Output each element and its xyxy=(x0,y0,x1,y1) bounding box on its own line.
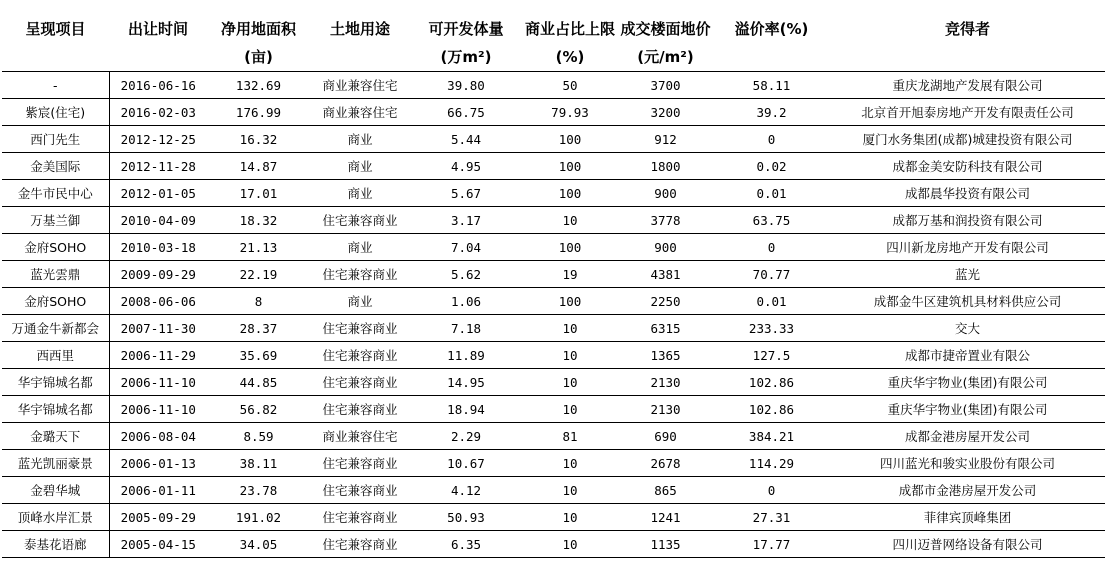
cell-date: 2006-08-04 xyxy=(109,423,207,450)
cell-winner: 成都晨华投资有限公司 xyxy=(830,180,1105,207)
cell-commerce: 100 xyxy=(522,288,618,315)
cell-winner: 成都万基和润投资有限公司 xyxy=(830,207,1105,234)
cell-price: 3778 xyxy=(618,207,713,234)
header-premium-unit xyxy=(713,42,830,72)
cell-winner: 成都金美安防科技有限公司 xyxy=(830,153,1105,180)
cell-project: 金璐天下 xyxy=(2,423,109,450)
cell-use: 商业 xyxy=(310,288,410,315)
cell-area: 56.82 xyxy=(207,396,310,423)
cell-area: 22.19 xyxy=(207,261,310,288)
header-commerce-unit: (%) xyxy=(522,42,618,72)
cell-price: 3700 xyxy=(618,72,713,99)
cell-date: 2016-06-16 xyxy=(109,72,207,99)
cell-volume: 1.06 xyxy=(410,288,522,315)
cell-commerce: 10 xyxy=(522,531,618,558)
cell-area: 8 xyxy=(207,288,310,315)
cell-volume: 5.44 xyxy=(410,126,522,153)
cell-project: 泰基花语廊 xyxy=(2,531,109,558)
cell-commerce: 10 xyxy=(522,315,618,342)
cell-area: 17.01 xyxy=(207,180,310,207)
cell-premium: 0 xyxy=(713,477,830,504)
cell-premium: 0.01 xyxy=(713,180,830,207)
cell-volume: 39.80 xyxy=(410,72,522,99)
cell-price: 1365 xyxy=(618,342,713,369)
cell-use: 住宅兼容商业 xyxy=(310,531,410,558)
cell-winner: 四川新龙房地产开发有限公司 xyxy=(830,234,1105,261)
cell-premium: 39.2 xyxy=(713,99,830,126)
cell-winner: 重庆华宇物业(集团)有限公司 xyxy=(830,369,1105,396)
cell-project: 金府SOHO xyxy=(2,288,109,315)
table-row xyxy=(2,288,1105,315)
cell-project: 万基兰御 xyxy=(2,207,109,234)
cell-winner: 菲律宾顶峰集团 xyxy=(830,504,1105,531)
cell-date: 2007-11-30 xyxy=(109,315,207,342)
cell-use: 住宅兼容商业 xyxy=(310,342,410,369)
cell-premium: 0 xyxy=(713,234,830,261)
cell-commerce: 81 xyxy=(522,423,618,450)
cell-use: 商业兼容住宅 xyxy=(310,99,410,126)
cell-premium: 233.33 xyxy=(713,315,830,342)
table-row xyxy=(2,504,1105,531)
cell-winner: 交大 xyxy=(830,315,1105,342)
cell-area: 28.37 xyxy=(207,315,310,342)
cell-date: 2006-01-13 xyxy=(109,450,207,477)
cell-volume: 5.67 xyxy=(410,180,522,207)
cell-price: 912 xyxy=(618,126,713,153)
cell-commerce: 10 xyxy=(522,207,618,234)
cell-price: 690 xyxy=(618,423,713,450)
cell-commerce: 100 xyxy=(522,153,618,180)
cell-winner: 四川蓝光和骏实业股份有限公司 xyxy=(830,450,1105,477)
table-row xyxy=(2,477,1105,504)
cell-use: 商业兼容住宅 xyxy=(310,423,410,450)
table-row xyxy=(2,423,1105,450)
cell-commerce: 100 xyxy=(522,126,618,153)
cell-premium: 27.31 xyxy=(713,504,830,531)
cell-volume: 4.12 xyxy=(410,477,522,504)
cell-date: 2010-03-18 xyxy=(109,234,207,261)
cell-area: 38.11 xyxy=(207,450,310,477)
table-row xyxy=(2,180,1105,207)
header-price-unit: (元/m²) xyxy=(618,42,713,72)
cell-area: 34.05 xyxy=(207,531,310,558)
cell-price: 2130 xyxy=(618,369,713,396)
table-row xyxy=(2,450,1105,477)
cell-use: 住宅兼容商业 xyxy=(310,369,410,396)
cell-volume: 6.35 xyxy=(410,531,522,558)
cell-date: 2005-09-29 xyxy=(109,504,207,531)
cell-date: 2006-11-29 xyxy=(109,342,207,369)
cell-date: 2009-09-29 xyxy=(109,261,207,288)
cell-commerce: 10 xyxy=(522,369,618,396)
cell-project: 华宇锦城名都 xyxy=(2,369,109,396)
cell-commerce: 10 xyxy=(522,396,618,423)
table-row xyxy=(2,153,1105,180)
header-area-unit: (亩) xyxy=(207,42,310,72)
table-header xyxy=(2,14,1105,72)
cell-price: 865 xyxy=(618,477,713,504)
table-row xyxy=(2,342,1105,369)
cell-date: 2005-04-15 xyxy=(109,531,207,558)
table-row xyxy=(2,99,1105,126)
cell-premium: 114.29 xyxy=(713,450,830,477)
table-row xyxy=(2,315,1105,342)
cell-volume: 50.93 xyxy=(410,504,522,531)
cell-commerce: 100 xyxy=(522,180,618,207)
cell-price: 2678 xyxy=(618,450,713,477)
table-row xyxy=(2,369,1105,396)
cell-project: 紫宸(住宅) xyxy=(2,99,109,126)
cell-premium: 63.75 xyxy=(713,207,830,234)
cell-area: 191.02 xyxy=(207,504,310,531)
cell-premium: 17.77 xyxy=(713,531,830,558)
header-volume: 可开发体量 xyxy=(428,19,504,38)
cell-project: 金牛市民中心 xyxy=(2,180,109,207)
cell-date: 2016-02-03 xyxy=(109,99,207,126)
cell-area: 176.99 xyxy=(207,99,310,126)
cell-area: 132.69 xyxy=(207,72,310,99)
cell-price: 900 xyxy=(618,234,713,261)
cell-winner: 成都市金港房屋开发公司 xyxy=(830,477,1105,504)
table-row xyxy=(2,396,1105,423)
cell-winner: 厦门水务集团(成都)城建投资有限公司 xyxy=(830,126,1105,153)
cell-project: 蓝光凯丽豪景 xyxy=(2,450,109,477)
cell-use: 商业兼容住宅 xyxy=(310,72,410,99)
cell-use: 商业 xyxy=(310,180,410,207)
land-transaction-table xyxy=(2,14,1105,558)
cell-volume: 4.95 xyxy=(410,153,522,180)
cell-use: 住宅兼容商业 xyxy=(310,477,410,504)
cell-winner: 重庆龙湖地产发展有限公司 xyxy=(830,72,1105,99)
cell-volume: 18.94 xyxy=(410,396,522,423)
cell-commerce: 10 xyxy=(522,477,618,504)
cell-volume: 66.75 xyxy=(410,99,522,126)
cell-premium: 58.11 xyxy=(713,72,830,99)
cell-price: 6315 xyxy=(618,315,713,342)
cell-winner: 成都金港房屋开发公司 xyxy=(830,423,1105,450)
cell-use: 商业 xyxy=(310,234,410,261)
cell-premium: 0.02 xyxy=(713,153,830,180)
header-winner: 竞得者 xyxy=(944,19,990,38)
cell-project: - xyxy=(2,72,109,99)
header-date-unit xyxy=(109,42,207,72)
cell-premium: 0 xyxy=(713,126,830,153)
cell-premium: 0.01 xyxy=(713,288,830,315)
header-date: 出让时间 xyxy=(127,19,188,38)
cell-volume: 10.67 xyxy=(410,450,522,477)
cell-commerce: 100 xyxy=(522,234,618,261)
table-row xyxy=(2,207,1105,234)
cell-date: 2006-01-11 xyxy=(109,477,207,504)
header-volume-unit: (万m²) xyxy=(410,42,522,72)
cell-use: 住宅兼容商业 xyxy=(310,450,410,477)
cell-commerce: 50 xyxy=(522,72,618,99)
cell-volume: 7.04 xyxy=(410,234,522,261)
cell-premium: 127.5 xyxy=(713,342,830,369)
cell-date: 2006-11-10 xyxy=(109,396,207,423)
cell-project: 金碧华城 xyxy=(2,477,109,504)
header-use-unit xyxy=(310,42,410,72)
header-area: 净用地面积 xyxy=(220,19,296,38)
cell-volume: 5.62 xyxy=(410,261,522,288)
cell-project: 金府SOHO xyxy=(2,234,109,261)
cell-premium: 70.77 xyxy=(713,261,830,288)
cell-price: 1135 xyxy=(618,531,713,558)
cell-premium: 384.21 xyxy=(713,423,830,450)
cell-area: 16.32 xyxy=(207,126,310,153)
cell-project: 万通金牛新都会 xyxy=(2,315,109,342)
cell-project: 西门先生 xyxy=(2,126,109,153)
header-winner-unit xyxy=(830,42,1105,72)
cell-area: 44.85 xyxy=(207,369,310,396)
cell-date: 2010-04-09 xyxy=(109,207,207,234)
header-project-unit xyxy=(2,42,109,72)
cell-winner: 北京首开旭泰房地产开发有限责任公司 xyxy=(830,99,1105,126)
cell-project: 蓝光雲鼎 xyxy=(2,261,109,288)
cell-area: 23.78 xyxy=(207,477,310,504)
table-row xyxy=(2,261,1105,288)
cell-date: 2012-11-28 xyxy=(109,153,207,180)
cell-price: 4381 xyxy=(618,261,713,288)
cell-price: 3200 xyxy=(618,99,713,126)
cell-date: 2008-06-06 xyxy=(109,288,207,315)
header-project: 呈现项目 xyxy=(25,19,86,38)
cell-winner: 四川迈普网络设备有限公司 xyxy=(830,531,1105,558)
header-premium: 溢价率(%) xyxy=(734,19,809,38)
cell-winner: 蓝光 xyxy=(830,261,1105,288)
table-body xyxy=(2,72,1105,558)
cell-price: 1800 xyxy=(618,153,713,180)
cell-commerce: 10 xyxy=(522,504,618,531)
cell-premium: 102.86 xyxy=(713,396,830,423)
cell-use: 商业 xyxy=(310,126,410,153)
table-row xyxy=(2,126,1105,153)
cell-project: 金美国际 xyxy=(2,153,109,180)
cell-volume: 14.95 xyxy=(410,369,522,396)
cell-winner: 成都市捷帝置业有限公 xyxy=(830,342,1105,369)
cell-winner: 成都金牛区建筑机具材料供应公司 xyxy=(830,288,1105,315)
cell-date: 2012-01-05 xyxy=(109,180,207,207)
cell-project: 西西里 xyxy=(2,342,109,369)
cell-commerce: 10 xyxy=(522,450,618,477)
cell-commerce: 10 xyxy=(522,342,618,369)
cell-use: 住宅兼容商业 xyxy=(310,261,410,288)
cell-winner: 重庆华宇物业(集团)有限公司 xyxy=(830,396,1105,423)
table-row xyxy=(2,72,1105,99)
cell-price: 2130 xyxy=(618,396,713,423)
cell-price: 900 xyxy=(618,180,713,207)
cell-use: 住宅兼容商业 xyxy=(310,207,410,234)
cell-date: 2012-12-25 xyxy=(109,126,207,153)
cell-area: 35.69 xyxy=(207,342,310,369)
header-commerce: 商业占比上限 xyxy=(524,19,615,38)
table-row xyxy=(2,531,1105,558)
cell-use: 住宅兼容商业 xyxy=(310,315,410,342)
cell-commerce: 79.93 xyxy=(522,99,618,126)
cell-volume: 11.89 xyxy=(410,342,522,369)
cell-volume: 7.18 xyxy=(410,315,522,342)
cell-price: 1241 xyxy=(618,504,713,531)
header-row-2 xyxy=(2,42,1105,72)
cell-volume: 2.29 xyxy=(410,423,522,450)
cell-use: 商业 xyxy=(310,153,410,180)
header-row-1 xyxy=(2,14,1105,42)
cell-area: 14.87 xyxy=(207,153,310,180)
cell-use: 住宅兼容商业 xyxy=(310,396,410,423)
cell-project: 华宇锦城名都 xyxy=(2,396,109,423)
cell-date: 2006-11-10 xyxy=(109,369,207,396)
cell-project: 顶峰水岸汇景 xyxy=(2,504,109,531)
header-price: 成交楼面地价 xyxy=(620,19,711,38)
cell-volume: 3.17 xyxy=(410,207,522,234)
table-row xyxy=(2,234,1105,261)
cell-area: 8.59 xyxy=(207,423,310,450)
cell-area: 21.13 xyxy=(207,234,310,261)
cell-premium: 102.86 xyxy=(713,369,830,396)
cell-commerce: 19 xyxy=(522,261,618,288)
cell-area: 18.32 xyxy=(207,207,310,234)
cell-price: 2250 xyxy=(618,288,713,315)
header-use: 土地用途 xyxy=(329,19,390,38)
cell-use: 住宅兼容商业 xyxy=(310,504,410,531)
